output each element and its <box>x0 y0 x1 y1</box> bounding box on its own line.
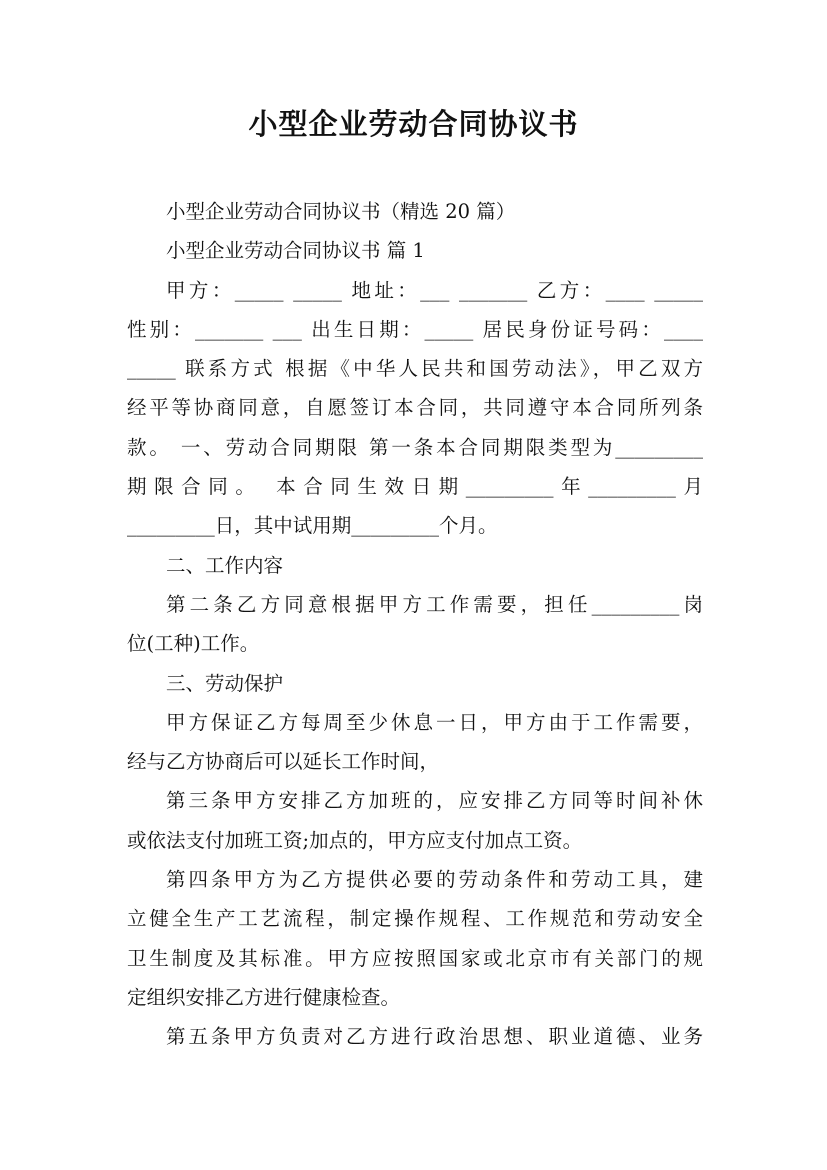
document-line: 三、劳动保护 <box>166 671 284 695</box>
document-line: 立健全生产工艺流程，制定操作规程、工作规范和劳动安全 <box>127 907 703 931</box>
document-line: 位(工种)工作。 <box>127 632 260 656</box>
document-line: 第四条甲方为乙方提供必要的劳动条件和劳动工具，建 <box>166 868 703 892</box>
document-line: 甲方：_____ _____ 地址：___ _______ 乙方：____ _____ <box>166 278 703 302</box>
document-line: 或依法支付加班工资;加点的，甲方应支付加点工资。 <box>127 828 583 852</box>
document-line: 小型企业劳动合同协议书 篇 1 <box>166 239 425 263</box>
document-line: 定组织安排乙方进行健康检查。 <box>127 985 401 1009</box>
document-line: _________日，其中试用期_________个月。 <box>127 514 498 538</box>
document-line: 卫生制度及其标准。甲方应按照国家或北京市有关部门的规 <box>127 946 703 970</box>
document-line: 第三条甲方安排乙方加班的，应安排乙方同等时间补休 <box>166 789 703 813</box>
document-line: 经与乙方协商后可以延长工作时间， <box>127 750 440 774</box>
document-line: 二、工作内容 <box>166 553 284 577</box>
document-line: 第二条乙方同意根据甲方工作需要，担任_________岗 <box>166 592 703 616</box>
document-body <box>127 192 703 1057</box>
document-line: 经平等协商同意，自愿签订本合同，共同遵守本合同所列条 <box>127 396 703 420</box>
document-line: 甲方保证乙方每周至少休息一日，甲方由于工作需要， <box>166 710 703 734</box>
document-line: 小型企业劳动合同协议书（精选 20 篇） <box>166 200 516 223</box>
document-line: 款。 一、劳动合同期限 第一条本合同期限类型为_________ <box>127 435 703 459</box>
document-line: 第五条甲方负责对乙方进行政治思想、职业道德、业务 <box>166 1025 703 1049</box>
document-line: 期限合同。 本合同生效日期_________年_________月 <box>127 475 703 499</box>
document-line: 性别：_______ ___ 出生日期：_____ 居民身份证号码：____ <box>127 317 703 341</box>
document-title: 小型企业劳动合同协议书 <box>248 107 579 141</box>
document-line: _____ 联系方式 根据《中华人民共和国劳动法》，甲乙双方 <box>127 357 703 381</box>
